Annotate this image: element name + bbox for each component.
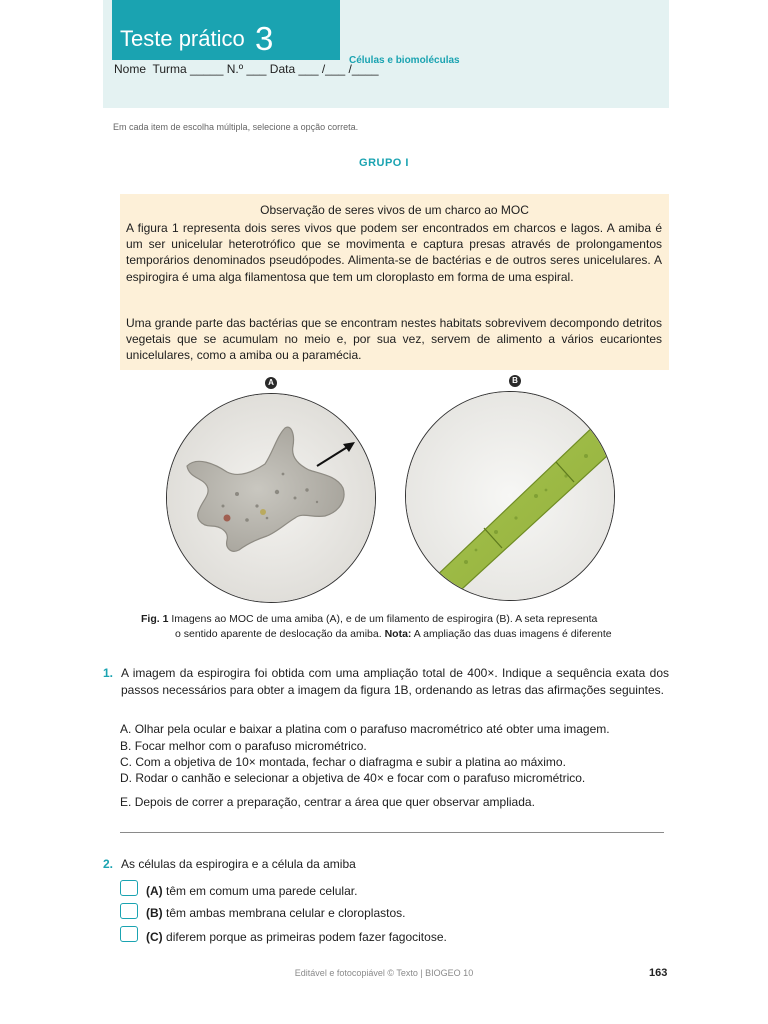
- q1-answer-line[interactable]: [120, 832, 664, 833]
- footer-text: Editável e fotocopiável © Texto | BIOGEO 10: [294, 968, 474, 978]
- title-tab: [112, 0, 340, 60]
- q2-option-b: (B) têm ambas membrana celular e cloroplastos.: [146, 906, 406, 920]
- text-box-paragraph-2: Uma grande parte das bactérias que se encontram nestes habitats sobrevivem decompondo detritos vegetais que se acumulam no meio e, por sua vez, servem de alimento a vários eucariontes unicelulares, como a amiba ou a paramécia.: [126, 316, 662, 363]
- test-subtitle: Células e biomoléculas: [349, 55, 460, 66]
- caption-text-2: o sentido aparente de deslocação da amiba.: [175, 628, 382, 640]
- student-info-line: Nome Turma _____ N.º ___ Data ___ /___ /____: [114, 62, 379, 76]
- question-1-text: A imagem da espirogira foi obtida com uma ampliação total de 400×. Indique a sequência exata dos passos necessários para obter a imagem da figura 1B, ordenando as letras das afirmações seguintes.: [121, 666, 669, 697]
- spirogyra-micrograph: [405, 391, 615, 601]
- amoeba-micrograph: [166, 393, 376, 603]
- q1-option-a: A. Olhar pela ocular e baixar a platina com o parafuso macrométrico até obter uma imagem.: [120, 722, 610, 736]
- figure-caption: [141, 612, 661, 642]
- q1-option-c: C. Com a objetiva de 10× montada, fechar o diafragma e subir a platina ao máximo.: [120, 755, 566, 769]
- context-text-box: [120, 194, 669, 370]
- q1-option-e: E. Depois de correr a preparação, centrar a área que quer observar ampliada.: [120, 795, 535, 809]
- caption-prefix: Fig. 1: [141, 613, 169, 625]
- figure-label-a: A: [265, 377, 277, 389]
- question-2-number: 2.: [103, 857, 114, 871]
- text-box-paragraph-1: A figura 1 representa dois seres vivos que podem ser encontrados em charcos e lagos. A amiba é um ser unicelular heterotrófico que se movimenta e captura presas através de prolongamentos temporários denominados pseudópodes. Alimenta-se de bactérias e de outros seres unicelulares. A espirogira é uma alga filamentosa que tem um cloroplasto em forma de uma espiral.: [126, 221, 662, 284]
- caption-text-1: Imagens ao MOC de uma amiba (A), e de um filamento de espirogira (B). A seta representa: [171, 613, 598, 625]
- q2-checkbox-c[interactable]: [120, 926, 138, 942]
- q2-option-a: (A) têm em comum uma parede celular.: [146, 884, 358, 898]
- caption-note-label: Nota:: [384, 628, 412, 640]
- question-1-number: 1.: [103, 666, 114, 680]
- figure-label-b: B: [509, 375, 521, 387]
- test-title: Teste prático: [120, 26, 245, 51]
- instruction-text: Em cada item de escolha múltipla, selecione a opção correta.: [113, 122, 359, 132]
- q2-checkbox-a[interactable]: [120, 880, 138, 896]
- caption-note: A ampliação das duas imagens é diferente: [413, 628, 612, 640]
- q1-option-d: D. Rodar o canhão e selecionar a objetiva de 40× e focar com o parafuso micrométrico.: [120, 771, 586, 785]
- q2-option-c: (C) diferem porque as primeiras podem fazer fagocitose.: [146, 930, 447, 944]
- question-2-text: As células da espirogira e a célula da amiba: [121, 857, 356, 871]
- q1-option-b: B. Focar melhor com o parafuso micrométrico.: [120, 739, 367, 753]
- group-heading: GRUPO I: [359, 157, 409, 169]
- test-number: 3: [255, 20, 274, 57]
- q2-checkbox-b[interactable]: [120, 903, 138, 919]
- page-number: 163: [649, 967, 668, 979]
- text-box-title: Observação de seres vivos de um charco ao MOC: [260, 203, 529, 217]
